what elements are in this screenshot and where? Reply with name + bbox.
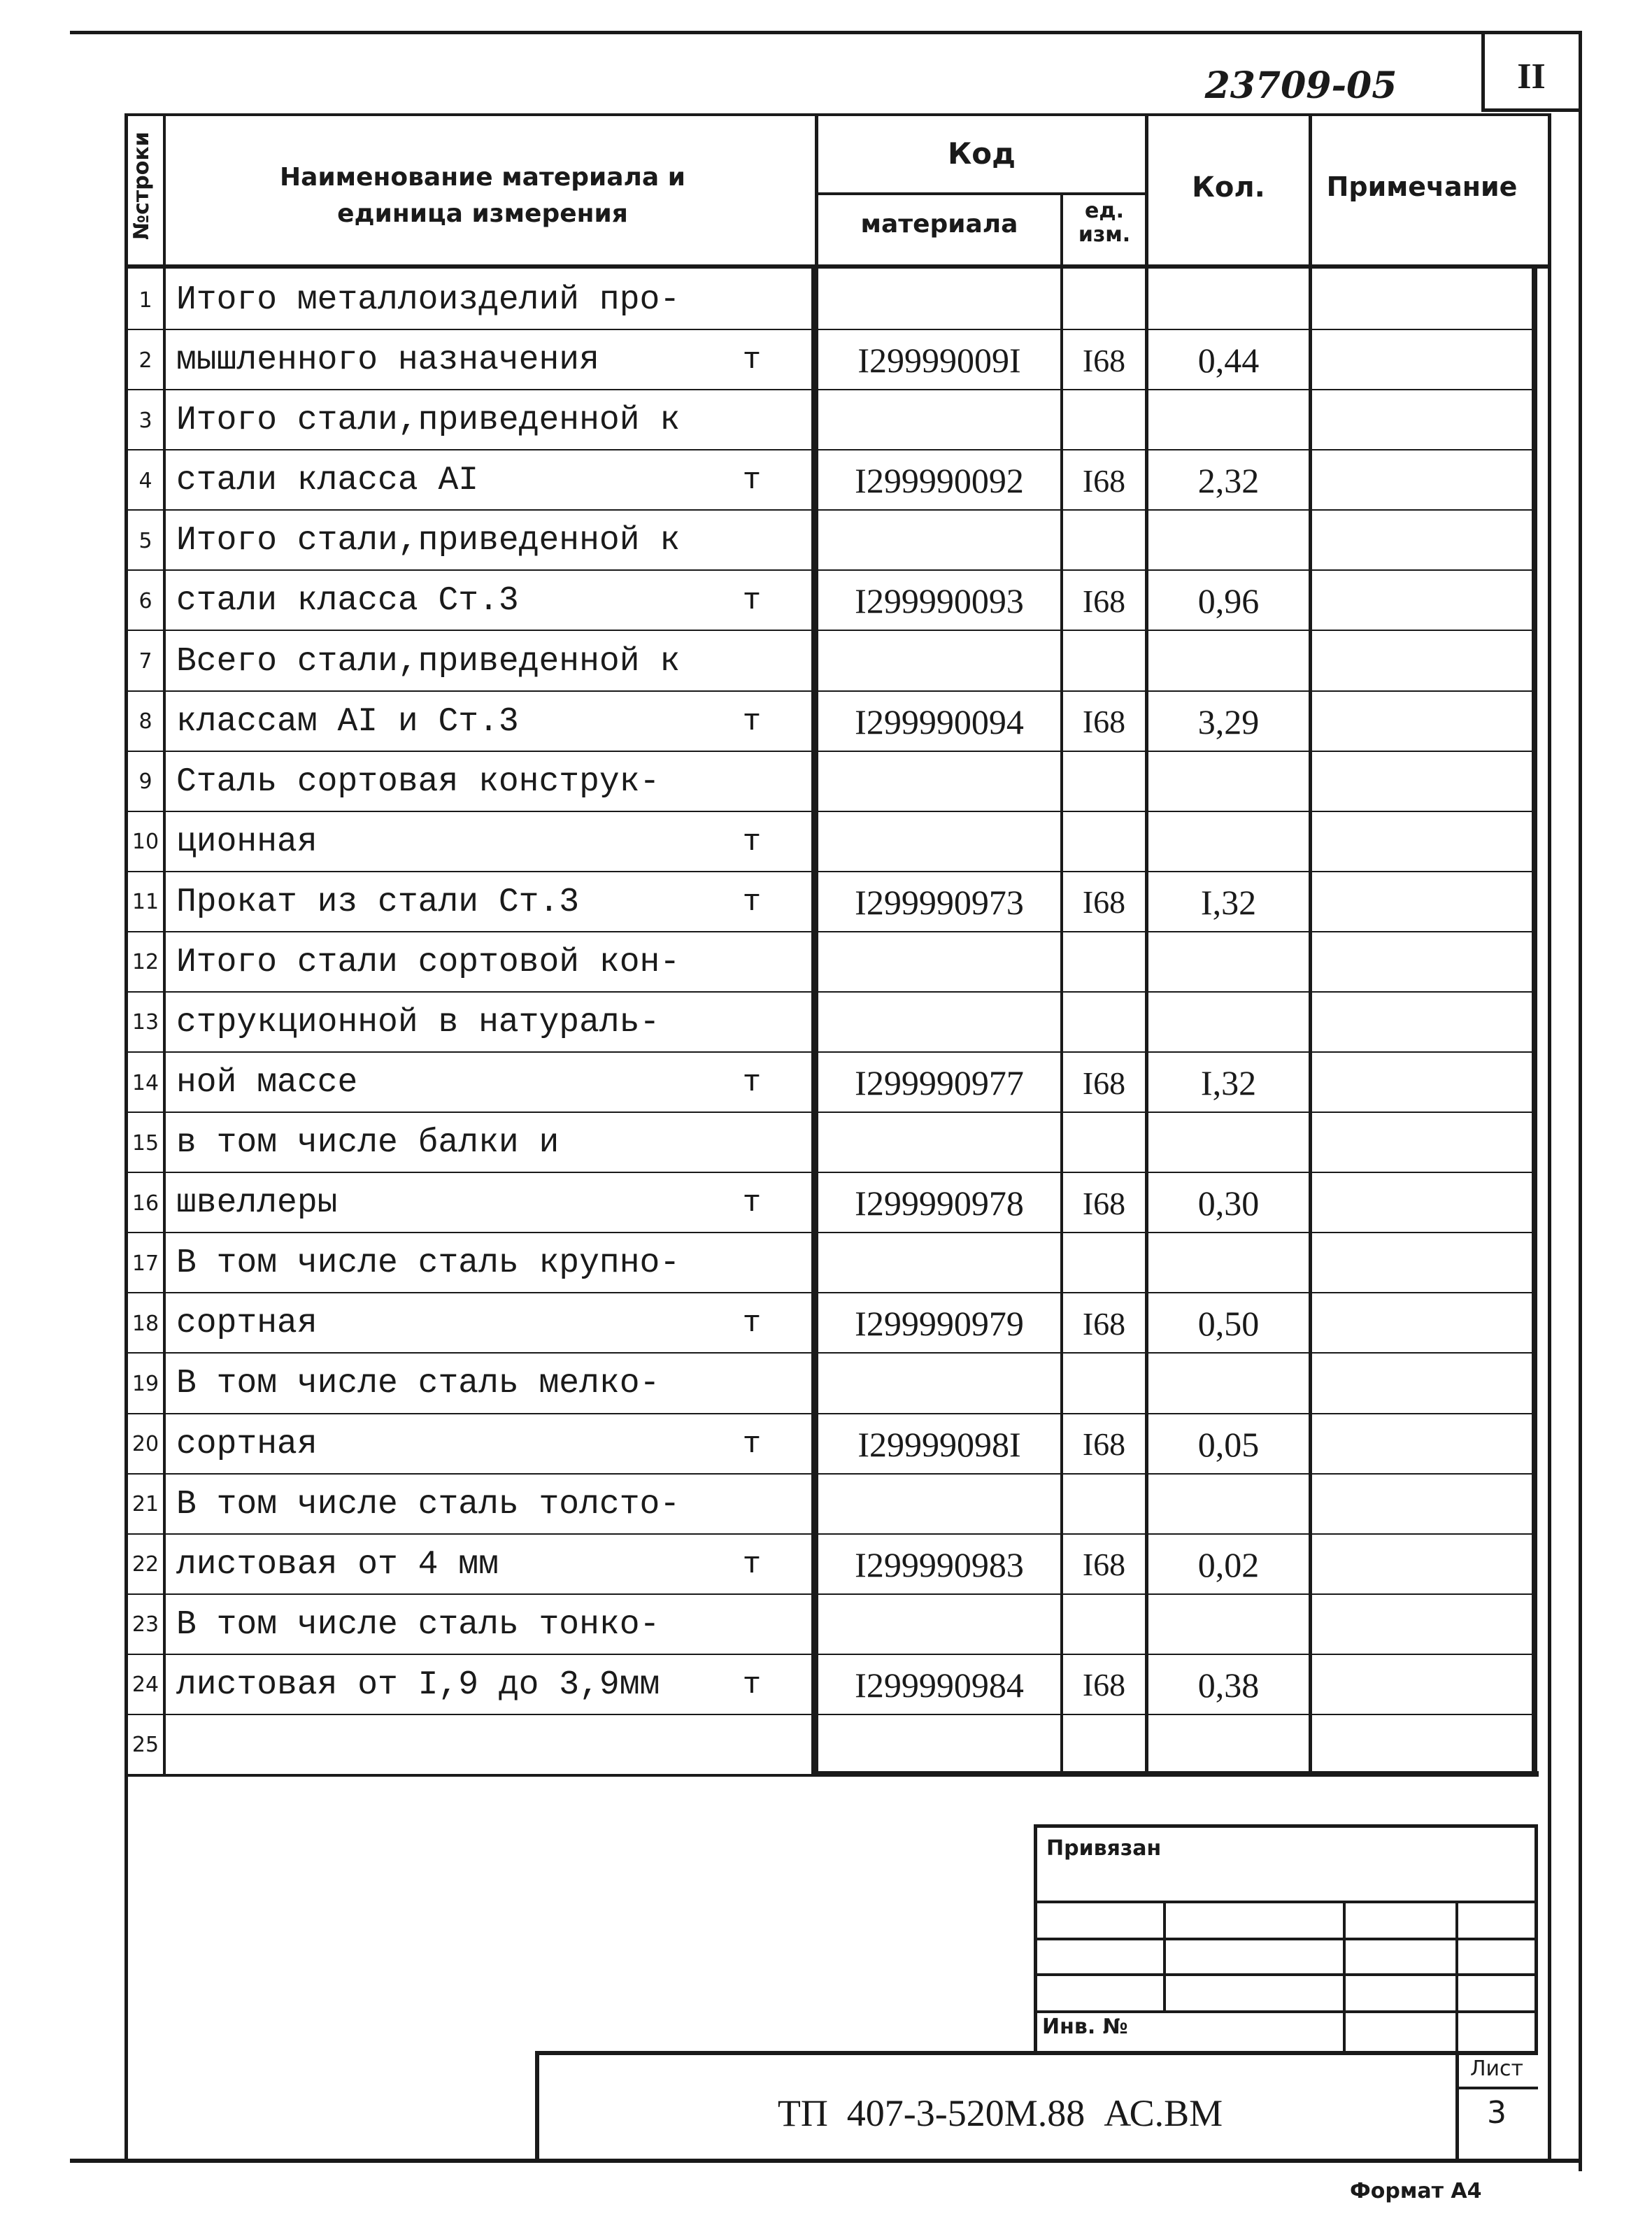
note-cell <box>1312 1416 1540 1473</box>
unit-code-cell: I68 <box>1082 342 1126 378</box>
note-cell <box>1312 1717 1540 1774</box>
row-divider <box>128 1714 1534 1715</box>
sheet-corner-number: II <box>1517 57 1546 97</box>
row-number-cell: 14 <box>131 1070 159 1095</box>
quantity-cell: I,32 <box>1200 1063 1257 1103</box>
unit-of-measure-cell <box>720 632 783 690</box>
material-code-cell <box>818 1476 1060 1533</box>
note-cell <box>1312 753 1540 811</box>
row-divider <box>128 1593 1534 1595</box>
material-code-cell <box>818 753 1060 811</box>
unit-code-cell <box>1063 1717 1145 1774</box>
unit-of-measure-cell <box>720 1355 783 1412</box>
note-cell <box>1312 452 1540 509</box>
quantity-cell: 0,30 <box>1197 1184 1260 1223</box>
unit-code-cell <box>1063 753 1145 811</box>
material-code-cell: I299990979 <box>855 1304 1024 1344</box>
quantity-cell: 3,29 <box>1197 702 1260 741</box>
unit-of-measure-cell: т <box>742 343 762 378</box>
row-number-cell: 8 <box>138 709 152 734</box>
quantity-cell <box>1148 1476 1309 1533</box>
row-number-cell: 23 <box>131 1612 159 1638</box>
row-number-cell: 21 <box>131 1492 159 1517</box>
quantity-cell <box>1148 512 1309 569</box>
material-code-cell <box>818 1717 1060 1774</box>
row-divider <box>128 871 1534 872</box>
unit-of-measure-cell <box>720 271 783 329</box>
row-divider <box>128 449 1534 450</box>
row-divider <box>128 1533 1534 1535</box>
unit-code-cell <box>1063 994 1145 1051</box>
note-cell <box>1312 1174 1540 1232</box>
unit-code-cell: I68 <box>1082 1667 1126 1703</box>
sheet-number: 3 <box>1487 2095 1507 2131</box>
row-divider <box>128 931 1534 932</box>
note-cell <box>1312 1355 1540 1412</box>
material-code-cell <box>818 1235 1060 1292</box>
unit-of-measure-cell <box>720 1114 783 1172</box>
material-code-cell: I299990984 <box>855 1665 1024 1705</box>
note-cell <box>1312 271 1540 329</box>
quantity-cell <box>1148 814 1309 871</box>
row-divider <box>128 1172 1534 1173</box>
material-code-cell: I29999009I <box>857 341 1021 381</box>
unit-of-measure-cell: т <box>742 583 762 619</box>
code-unit-header: ед. изм. <box>1078 199 1131 247</box>
row-divider <box>128 751 1534 752</box>
note-cell <box>1312 814 1540 871</box>
note-cell <box>1312 994 1540 1051</box>
inventory-number-label: Инв. № <box>1042 2015 1128 2039</box>
quantity-cell <box>1148 753 1309 811</box>
unit-of-measure-cell: т <box>742 824 762 860</box>
row-divider <box>128 1292 1534 1293</box>
note-cell <box>1312 1235 1540 1292</box>
quantity-cell: I,32 <box>1200 882 1257 922</box>
row-number-cell: 1 <box>138 287 152 313</box>
note-cell <box>1312 1656 1540 1714</box>
row-divider <box>128 1413 1534 1414</box>
row-divider <box>128 329 1534 330</box>
quantity-cell: 0,44 <box>1197 341 1260 381</box>
format-label: Формат А4 <box>1350 2179 1482 2203</box>
material-name-cell: Всего стали,приведенной к <box>176 642 681 681</box>
material-name-cell: В том числе сталь толсто- <box>176 1485 681 1524</box>
material-code-cell <box>818 1596 1060 1654</box>
quantity-cell: 2,32 <box>1197 461 1260 501</box>
unit-code-cell <box>1063 1355 1145 1412</box>
quantity-cell: 0,96 <box>1197 581 1260 621</box>
unit-code-cell <box>1063 934 1145 991</box>
material-name-cell: швеллеры <box>176 1184 338 1223</box>
unit-of-measure-cell: т <box>742 1426 762 1462</box>
note-cell <box>1312 392 1540 449</box>
row-divider <box>128 811 1534 812</box>
material-name-cell: сортная <box>176 1305 318 1343</box>
material-name-cell: мышленного назначения <box>176 341 599 380</box>
material-code-cell: I299990093 <box>855 581 1024 621</box>
quantity-cell <box>1148 632 1309 690</box>
row-number-cell: 12 <box>131 950 159 975</box>
material-name-cell: листовая от I,9 до 3,9мм <box>176 1666 660 1704</box>
unit-code-cell <box>1063 1476 1145 1533</box>
material-name-cell: Прокат из стали Ст.3 <box>176 883 580 921</box>
material-name-cell: сортная <box>176 1425 318 1463</box>
row-number-cell: 11 <box>131 890 159 915</box>
row-divider <box>128 630 1534 631</box>
material-name-cell: стали класса Ст.3 <box>176 582 519 620</box>
unit-code-cell: I68 <box>1082 462 1126 499</box>
unit-of-measure-cell <box>720 994 783 1051</box>
material-code-cell: I299990983 <box>855 1544 1024 1584</box>
material-name-cell: струкционной в натураль- <box>176 1003 660 1042</box>
unit-code-cell <box>1063 632 1145 690</box>
row-number-cell: 15 <box>131 1130 159 1156</box>
material-code-cell: I299990094 <box>855 702 1024 741</box>
row-number-cell: 13 <box>131 1010 159 1035</box>
row-divider <box>128 569 1534 571</box>
material-name-cell: ной массе <box>176 1064 358 1102</box>
note-cell <box>1312 1054 1540 1112</box>
row-number-cell: 7 <box>138 649 152 674</box>
name-header: Наименование материала и единица измерения <box>280 163 685 228</box>
row-number-cell: 18 <box>131 1311 159 1336</box>
note-cell <box>1312 332 1540 389</box>
unit-code-cell: I68 <box>1082 1426 1126 1463</box>
unit-of-measure-cell: т <box>742 463 762 499</box>
material-code-cell: I299990092 <box>855 461 1024 501</box>
quantity-cell: 0,50 <box>1197 1304 1260 1344</box>
bound-label: Привязан <box>1046 1836 1162 1861</box>
unit-of-measure-cell: т <box>742 1547 762 1582</box>
material-code-cell: I299990978 <box>855 1184 1024 1223</box>
row-number-cell: 24 <box>131 1672 159 1698</box>
note-cell <box>1312 934 1540 991</box>
unit-of-measure-cell: т <box>742 1186 762 1221</box>
material-code-cell <box>818 814 1060 871</box>
unit-code-cell <box>1063 1114 1145 1172</box>
unit-of-measure-cell: т <box>742 704 762 739</box>
row-number-cell: 5 <box>138 528 152 553</box>
row-number-cell: 6 <box>138 588 152 613</box>
note-cell <box>1312 1114 1540 1172</box>
material-name-cell: В том числе сталь тонко- <box>176 1605 660 1644</box>
quantity-cell <box>1148 392 1309 449</box>
row-divider <box>128 1112 1534 1113</box>
row-number-cell: 9 <box>138 769 152 795</box>
row-divider <box>128 1232 1534 1233</box>
unit-code-cell: I68 <box>1082 583 1126 619</box>
note-cell <box>1312 874 1540 931</box>
material-name-cell: Итого стали,приведенной к <box>176 402 681 440</box>
row-divider <box>128 1473 1534 1475</box>
material-code-cell: I29999098I <box>857 1424 1021 1464</box>
document-designation: ТП 407-3-520М.88 АС.ВМ <box>777 2092 1223 2134</box>
code-group-header: Код <box>947 136 1016 171</box>
material-code-cell <box>818 512 1060 569</box>
row-divider <box>128 991 1534 993</box>
quantity-cell <box>1148 1717 1309 1774</box>
row-divider <box>128 1654 1534 1655</box>
unit-of-measure-cell: т <box>742 1306 762 1342</box>
unit-code-cell <box>1063 512 1145 569</box>
material-name-cell: Итого стали,приведенной к <box>176 522 681 560</box>
material-name-cell: в том числе балки и <box>176 1124 560 1163</box>
quantity-cell <box>1148 271 1309 329</box>
quantity-cell: 0,02 <box>1197 1544 1260 1584</box>
material-name-cell: Итого металлоизделий про- <box>176 281 681 320</box>
unit-of-measure-cell: т <box>742 1667 762 1703</box>
row-divider <box>128 389 1534 390</box>
unit-code-cell: I68 <box>1082 1185 1126 1221</box>
row-number-cell: 3 <box>138 408 152 433</box>
row-number-cell: 19 <box>131 1371 159 1396</box>
code-material-header: материала <box>860 210 1018 239</box>
material-name-cell <box>168 1717 722 1774</box>
material-name-cell: ционная <box>176 823 318 861</box>
unit-code-cell <box>1063 271 1145 329</box>
unit-code-cell <box>1063 1596 1145 1654</box>
row-number-cell: 20 <box>131 1432 159 1457</box>
unit-code-cell: I68 <box>1082 704 1126 740</box>
registration-number: 23709-05 <box>1204 64 1397 107</box>
material-code-cell <box>818 632 1060 690</box>
unit-code-cell <box>1063 392 1145 449</box>
note-header: Примечание <box>1326 171 1518 202</box>
material-code-cell: I299990977 <box>855 1063 1024 1103</box>
material-code-cell <box>818 994 1060 1051</box>
row-number-cell: 10 <box>131 830 159 855</box>
row-number-cell: 16 <box>131 1191 159 1216</box>
material-code-cell <box>818 271 1060 329</box>
material-name-cell: стали класса AI <box>176 462 479 500</box>
unit-code-cell: I68 <box>1082 1547 1126 1583</box>
unit-of-measure-cell <box>720 1476 783 1533</box>
material-name-cell: Сталь сортовая конструк- <box>176 762 660 801</box>
quantity-cell <box>1148 1114 1309 1172</box>
quantity-cell: 0,05 <box>1197 1424 1260 1464</box>
material-name-cell: В том числе сталь крупно- <box>176 1244 681 1283</box>
unit-of-measure-cell <box>720 512 783 569</box>
unit-of-measure-cell: т <box>742 1065 762 1101</box>
note-cell <box>1312 1596 1540 1654</box>
unit-code-cell: I68 <box>1082 1305 1126 1342</box>
row-divider <box>128 509 1534 511</box>
note-cell <box>1312 512 1540 569</box>
sheet-label: Лист <box>1469 2057 1524 2081</box>
note-cell <box>1312 632 1540 690</box>
quantity-cell: 0,38 <box>1197 1665 1260 1705</box>
note-cell <box>1312 572 1540 630</box>
unit-of-measure-cell <box>720 1717 783 1774</box>
quantity-cell <box>1148 934 1309 991</box>
quantity-cell <box>1148 1596 1309 1654</box>
quantity-cell <box>1148 1235 1309 1292</box>
quantity-header: Кол. <box>1192 171 1265 204</box>
material-name-cell: листовая от 4 мм <box>176 1545 499 1584</box>
row-number-cell: 4 <box>138 468 152 493</box>
unit-code-cell: I68 <box>1082 1065 1126 1101</box>
material-code-cell <box>818 1114 1060 1172</box>
unit-of-measure-cell <box>720 1596 783 1654</box>
material-name-cell: В том числе сталь мелко- <box>176 1365 660 1403</box>
quantity-cell <box>1148 1355 1309 1412</box>
note-cell <box>1312 1476 1540 1533</box>
row-number-cell: 22 <box>131 1552 159 1577</box>
unit-code-cell <box>1063 1235 1145 1292</box>
unit-of-measure-cell <box>720 392 783 449</box>
unit-of-measure-cell <box>720 934 783 991</box>
row-divider <box>128 1352 1534 1354</box>
unit-of-measure-cell: т <box>742 884 762 920</box>
material-code-cell: I299990973 <box>855 882 1024 922</box>
note-cell <box>1312 1295 1540 1352</box>
unit-of-measure-cell <box>720 753 783 811</box>
material-name-cell: Итого стали сортовой кон- <box>176 943 681 981</box>
quantity-cell <box>1148 994 1309 1051</box>
unit-code-cell: I68 <box>1082 884 1126 921</box>
unit-code-cell <box>1063 814 1145 871</box>
row-divider <box>128 690 1534 692</box>
material-code-cell <box>818 934 1060 991</box>
row-number-cell: 2 <box>138 348 152 373</box>
row-number-header: №строки <box>129 132 154 240</box>
row-number-cell: 17 <box>131 1251 159 1276</box>
note-cell <box>1312 1536 1540 1593</box>
material-code-cell <box>818 392 1060 449</box>
unit-of-measure-cell <box>720 1235 783 1292</box>
row-number-cell: 25 <box>131 1733 159 1758</box>
material-name-cell: классам AI и Ст.3 <box>176 702 519 741</box>
note-cell <box>1312 693 1540 751</box>
row-divider <box>128 1051 1534 1053</box>
material-code-cell <box>818 1355 1060 1412</box>
